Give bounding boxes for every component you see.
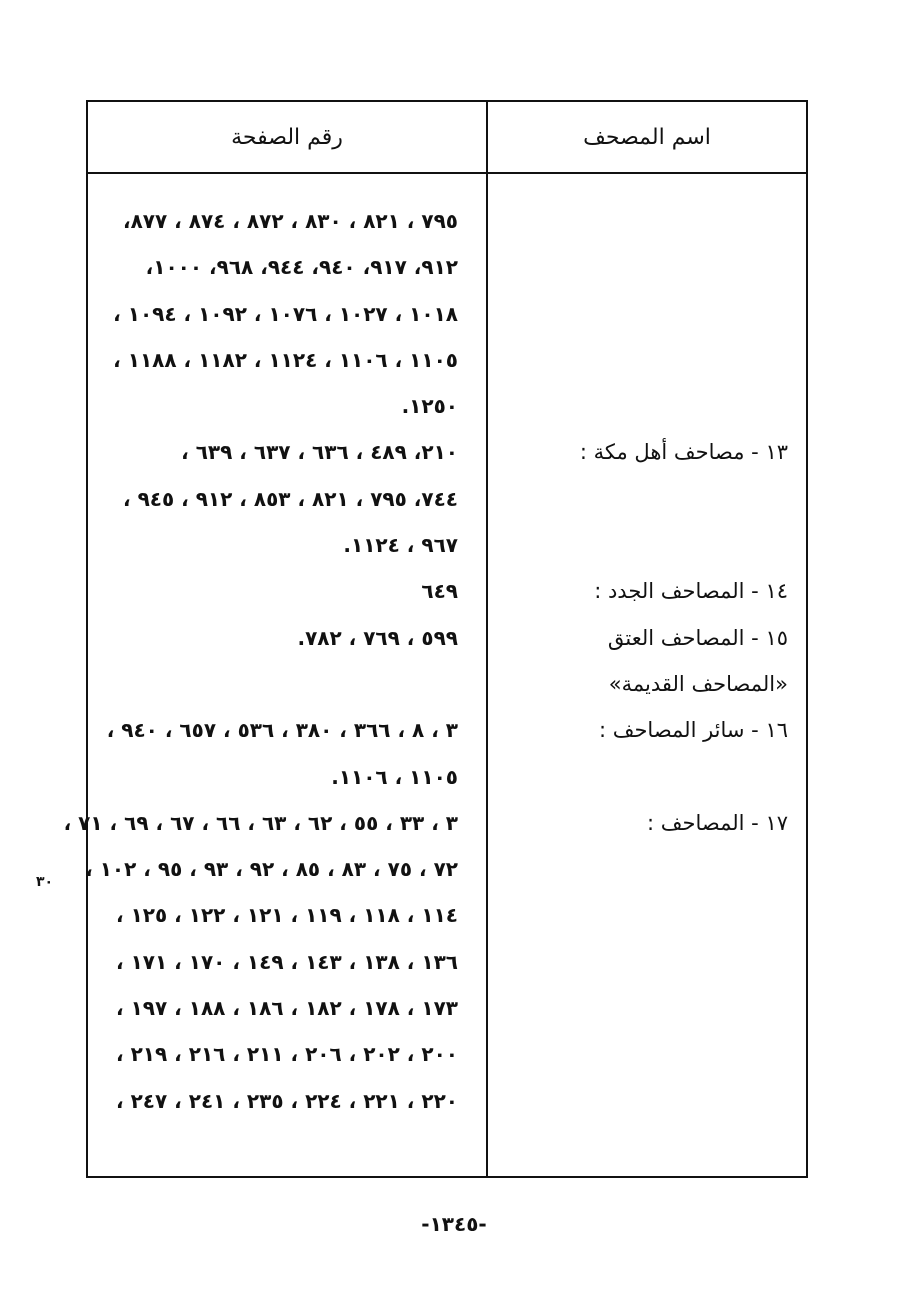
column-divider [486,102,488,1176]
pages-line: ١١٠٥ ، ١١٠٦. [331,764,458,789]
pages-line: ٥٩٩ ، ٧٦٩ ، ٧٨٢. [297,625,458,650]
header-pages-column: رقم الصفحة [231,124,343,150]
pages-line: ٧٩٥ ، ٨٢١ ، ٨٣٠ ، ٨٧٢ ، ٨٧٤ ، ٨٧٧، [122,209,458,233]
mushaf-name-line [498,985,788,1031]
mushaf-name-line [498,476,788,522]
pages-line: ٢١٠، ٤٨٩ ، ٦٣٦ ، ٦٣٧ ، ٦٣٩ ، [181,440,458,465]
margin-mark: ٣٠ [36,874,54,890]
mushaf-name-line [498,291,788,337]
index-table [63,100,808,1178]
pages-line: ١٧٣ ، ١٧٨ ، ١٨٢ ، ١٨٦ ، ١٨٨ ، ١٩٧ ، [116,996,458,1021]
pages-line: ٦٤٩ [421,579,458,604]
pages-line [108,661,458,707]
pages-line: ٢٢٠ ، ٢٢١ ، ٢٢٤ ، ٢٣٥ ، ٢٤١ ، ٢٤٧ ، [116,1088,458,1113]
mushaf-name-line [498,198,788,244]
pages-line: ٣ ، ٣٣ ، ٥٥ ، ٦٢ ، ٦٣ ، ٦٦ ، ٦٧ ، ٦٩ ، ٧١ ، [63,810,458,835]
mushaf-name-line [498,337,788,383]
pages-line: ١٠١٨ ، ١٠٢٧ ، ١٠٧٦ ، ١٠٩٢ ، ١٠٩٤ ، [113,301,458,326]
mushaf-name-line [498,939,788,985]
pages-column [63,198,458,1124]
header-name-column: اسم المصحف [583,124,711,150]
pages-line: ١٣٦ ، ١٣٨ ، ١٤٣ ، ١٤٩ ، ١٧٠ ، ١٧١ ، [116,949,458,974]
mushaf-name-line: ١٥ - المصاحف العتق [607,625,788,650]
pages-line: ٧٢ ، ٧٥ ، ٨٣ ، ٨٥ ، ٩٢ ، ٩٣ ، ٩٥ ، ١٠٢ ، [85,857,458,882]
mushaf-name-line: ١٦ - سائر المصاحف : [598,718,788,743]
header-divider [88,172,806,174]
mushaf-name-line: ١٣ - مصاحف أهل مكة : [579,440,788,465]
mushaf-name-line [498,846,788,892]
mushaf-name-line [498,892,788,938]
pages-line: ١٢٥٠. [401,394,458,419]
mushaf-name-line: ١٤ - المصاحف الجدد : [594,579,788,604]
pages-line: ٩٦٧ ، ١١٢٤. [343,533,458,558]
mushaf-name-line [498,1078,788,1124]
mushaf-name-line [498,522,788,568]
mushaf-name-line: ١٧ - المصاحف : [647,810,788,835]
page-number: -١٣٤٥- [421,1212,487,1236]
pages-line: ٩١٢، ٩١٧، ٩٤٠، ٩٤٤، ٩٦٨، ١٠٠٠، [145,255,458,280]
mushaf-name-line [498,244,788,290]
pages-line: ٢٠٠ ، ٢٠٢ ، ٢٠٦ ، ٢١١ ، ٢١٦ ، ٢١٩ ، [116,1042,458,1067]
pages-line: ٣ ، ٨ ، ٣٦٦ ، ٣٨٠ ، ٥٣٦ ، ٦٥٧ ، ٩٤٠ ، [106,718,458,743]
mushaf-name-line [498,383,788,429]
names-column [498,198,788,1124]
pages-line: ٧٤٤، ٧٩٥ ، ٨٢١ ، ٨٥٣ ، ٩١٢ ، ٩٤٥ ، [123,486,458,511]
mushaf-name-line [498,754,788,800]
pages-line: ١١٤ ، ١١٨ ، ١١٩ ، ١٢١ ، ١٢٢ ، ١٢٥ ، [116,903,458,928]
mushaf-name-line: «المصاحف القديمة» [608,671,788,696]
pages-line: ١١٠٥ ، ١١٠٦ ، ١١٢٤ ، ١١٨٢ ، ١١٨٨ ، [113,347,458,372]
mushaf-name-line [498,1031,788,1077]
